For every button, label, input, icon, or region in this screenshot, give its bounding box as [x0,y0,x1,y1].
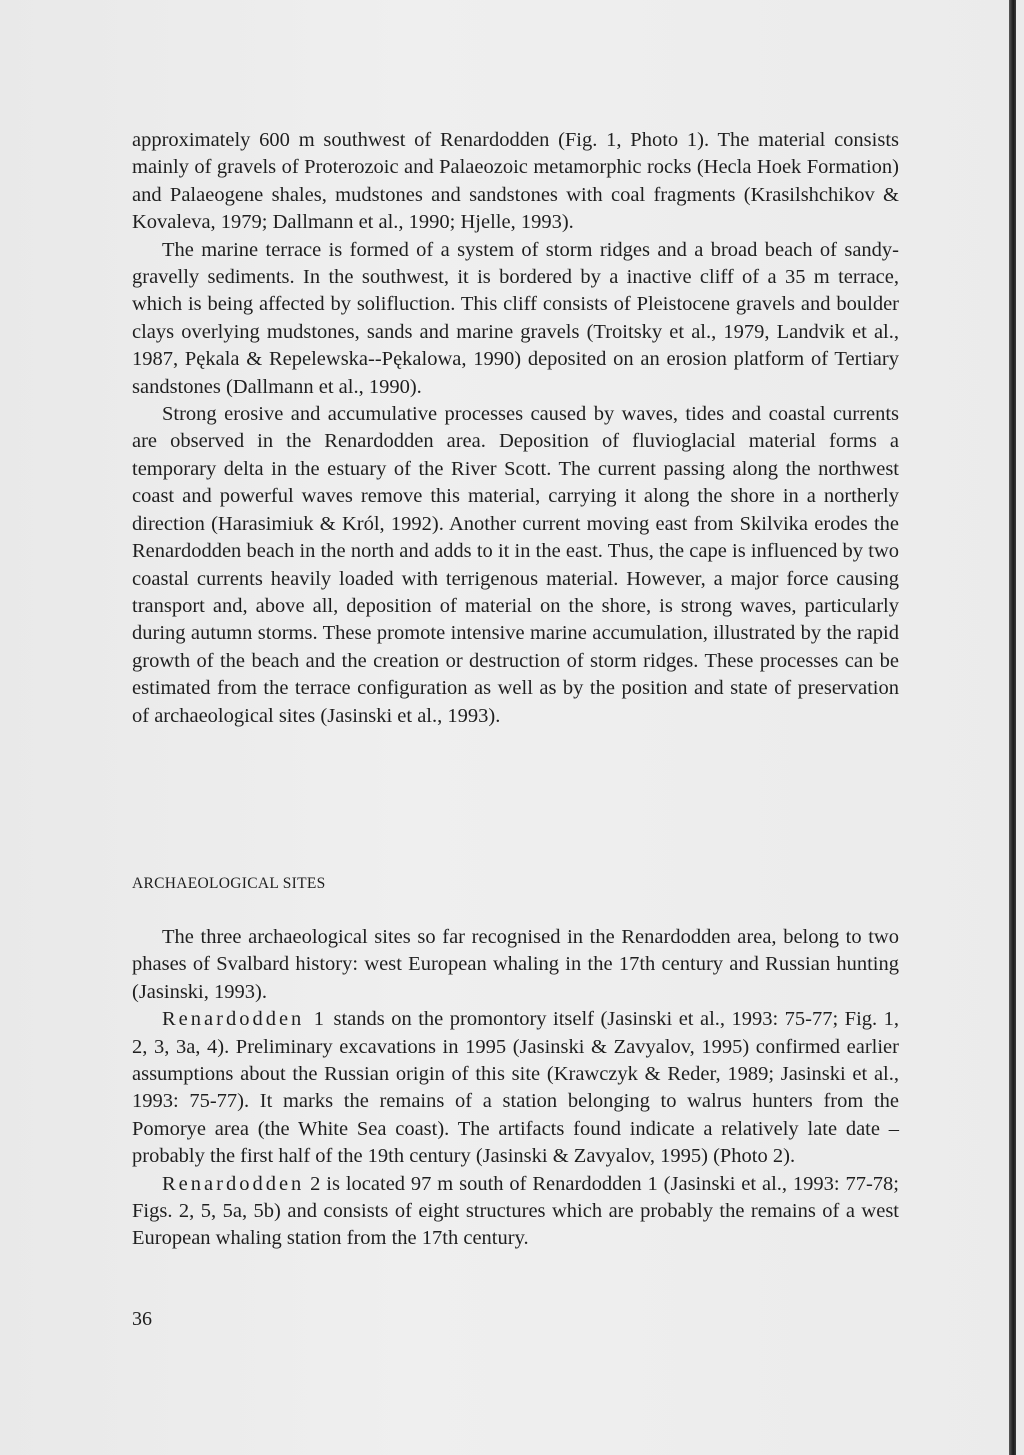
section-heading: ARCHAEOLOGICAL SITES [132,875,326,892]
site-1-name: Renardodden 1 [162,1008,328,1031]
text-block-bottom [132,924,899,1253]
paragraph-sites-intro: The three archaeological sites so far recognised in the Renardodden area, belong to two phases of Svalbard history: west European whaling in the 17th century and Russian hunting (Jasinski, 1993). [132,926,899,1003]
site-2-text: 2 is located 97 m south of Renardodden 1 (Jasinski et al., 1993: 77-78; Figs. 2, 5, 5a, 5b) and consists of eight structures which are probably the remains of a west European whaling station from the 17th century. [132,1172,899,1250]
site-1-text: stands on the promontory itself (Jasinski et al., 1993: 75-77; Fig. 1, 2, 3, 3a, 4). Preliminary excavations in 1995 (Jasinski & Zavyalov, 1995) confirmed earlier assumptions about the Russian origin of this site (Krawczyk & Reder, 1989; Jasinski et al., 1993: 75-77). It marks the remains of a station belonging to walrus hunters from the Pomorye area (the White Sea coast). The artifacts found indicate a relatively late date – probably the first half of the 19th century (Jasinski & Zavyalov, 1995) (Photo 2). [132,1008,900,1168]
paragraph-site-2 [132,1171,899,1253]
text-block-top [132,127,899,730]
paragraph-marine-terrace: The marine terrace is formed of a system of storm ridges and a broad beach of sandy-gravelly sediments. In the southwest, it is bordered by a inactive cliff of a 35 m terrace, which is being affected by solifluction. This cliff consists of Pleistocene gravels and boulder clays overlying mudstones, sands and marine gravels (Troitsky et al., 1979, Landvik et al., 1987, Pękala & Repelewska--Pękalowa, 1990) deposited on an erosion platform of Tertiary sandstones (Dallmann et al., 1990). [132,238,899,398]
paragraph-coastal-processes: Strong erosive and accumulative processes caused by waves, tides and coastal currents are observed in the Renardodden area. Deposition of fluvioglacial material forms a temporary delta in the estuary of the River Scott. The current passing along the northwest coast and powerful waves remove this material, carrying it along the shore in a northerly direction (Harasimiuk & Król, 1992). Another current moving east from Skilvika erodes the Renardodden beach in the north and adds to it in the east. Thus, the cape is influenced by two coastal currents heavily loaded with terrigenous material. However, a major force causing transport and, above all, deposition of material on the shore, is strong waves, particularly during autumn storms. These promote intensive marine accumulation, illustrated by the rapid growth of the beach and the creation or destruction of storm ridges. These processes can be estimated from the terrace configuration as well as by the position and state of preservation of archaeological sites (Jasinski et al., 1993). [132,403,899,727]
paragraph-continuation: approximately 600 m southwest of Renardodden (Fig. 1, Photo 1). The material consists mainly of gravels of Proterozoic and Palaeozoic metamorphic rocks (Hecla Hoek Formation) and Palaeogene shales, mudstones and sandstones with coal fragments (Krasilshchikov & Kovaleva, 1979; Dallmann et al., 1990; Hjelle, 1993). [132,129,899,234]
page-edge-shadow [1009,0,1016,1455]
site-2-name: Renardodden [162,1172,305,1195]
page-number: 36 [132,1308,152,1330]
paragraph-site-1 [132,1006,899,1170]
